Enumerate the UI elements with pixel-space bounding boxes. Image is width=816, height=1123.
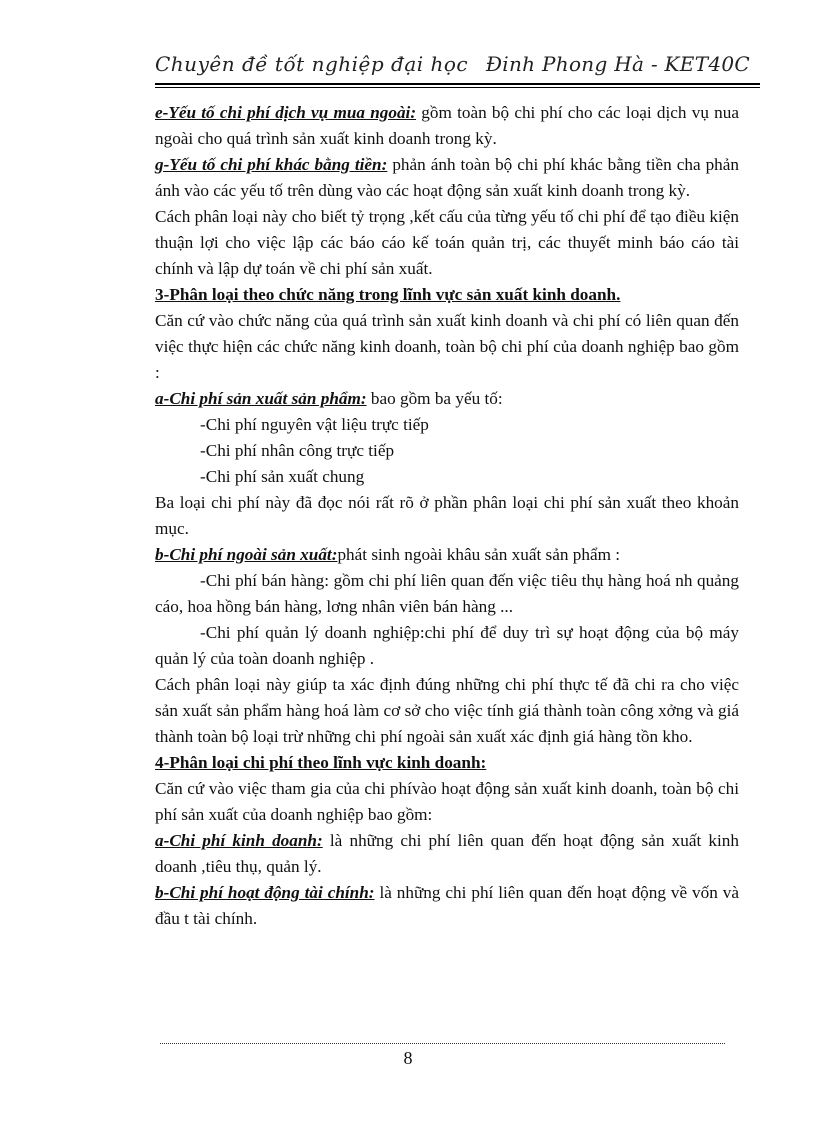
- list-item: -Chi phí nguyên vật liệu trực tiếp: [200, 415, 429, 434]
- paragraph-text: bao gồm ba yếu tố:: [366, 389, 503, 408]
- paragraph-text: phát sinh ngoài khâu sản xuất sản phẩm :: [337, 545, 621, 564]
- header-rule: [155, 83, 760, 85]
- labeled-paragraph: [155, 828, 739, 880]
- list-item: -Chi phí sản xuất chung: [200, 467, 365, 486]
- section-heading: 3-Phân loại theo chức năng trong lĩnh vực sản xuất kinh doanh.: [155, 285, 621, 304]
- paragraph-label: b-Chi phí ngoài sản xuất:: [155, 545, 338, 564]
- labeled-paragraph: [155, 152, 739, 204]
- header-rule-thin: [155, 87, 760, 88]
- paragraph-label: a-Chi phí sản xuất sản phẩm:: [155, 389, 367, 408]
- header-title: Chuyên đề tốt nghiệp đại học: [155, 52, 469, 76]
- list-item: -Chi phí nhân công trực tiếp: [200, 441, 395, 460]
- paragraph-text: là những chi phí liên quan đến hoạt động về vốn và đầu t tài chính.: [155, 883, 739, 928]
- body-paragraph: Cách phân loại này cho biết tỷ trọng ,kết cấu của từng yếu tố chi phí để tạo điều kiện thuận lợi cho việc lập các báo cáo kế toán quản trị, các thuyết minh báo cáo tài chính và lập dự toán về chi phí sản xuất.: [155, 207, 739, 278]
- labeled-paragraph: [155, 386, 739, 412]
- paragraph-label: e-Yếu tố chi phí dịch vụ mua ngoài:: [155, 103, 417, 122]
- body-paragraph: Căn cứ vào chức năng của quá trình sản xuất kinh doanh và chi phí có liên quan đến việc thực hiện các chức năng kinh doanh, toàn bộ chi phí của doanh nghiệp bao gồm :: [155, 311, 739, 382]
- paragraph-label: b-Chi phí hoạt động tài chính:: [155, 883, 375, 902]
- page-number: 8: [403, 1048, 413, 1068]
- document-body: [155, 100, 739, 932]
- page-header: [155, 50, 760, 84]
- paragraph-label: a-Chi phí kinh doanh:: [155, 831, 323, 850]
- body-paragraph: Căn cứ vào việc tham gia của chi phívào hoạt động sản xuất kinh doanh, toàn bộ chi phí sản xuất của doanh nghiệp bao gồm:: [155, 779, 739, 824]
- labeled-paragraph: [155, 542, 739, 568]
- paragraph-text: phản ánh toàn bộ chi phí khác bằng tiền cha phản ánh vào các yếu tố trên dùng vào các hoạt động sản xuất kinh doanh trong kỳ.: [155, 155, 739, 200]
- body-paragraph: Ba loại chi phí này đã đọc nói rất rõ ở phần phân loại chi phí sản xuất theo khoản mục.: [155, 493, 739, 538]
- paragraph-label: g-Yếu tố chi phí khác bằng tiền:: [155, 155, 388, 174]
- labeled-paragraph: [155, 880, 739, 932]
- section-heading: 4-Phân loại chi phí theo lĩnh vực kinh doanh:: [155, 753, 487, 772]
- list-item: -Chi phí bán hàng: gồm chi phí liên quan đến việc tiêu thụ hàng hoá nh quảng cáo, hoa hồng bán hàng, lơng nhân viên bán hàng ...: [155, 571, 739, 616]
- labeled-paragraph: [155, 100, 739, 152]
- body-paragraph: Cách phân loại này giúp ta xác định đúng những chi phí thực tế đã chi ra cho việc sản xuất sản phẩm hàng hoá làm cơ sở cho việc tính giá thành toàn công xởng và giá thành toàn bộ loại trừ những chi phí ngoài sản xuất xác định giá hàng tồn kho.: [155, 675, 739, 746]
- paragraph-text: là những chi phí liên quan đến hoạt động sản xuất kinh doanh ,tiêu thụ, quản lý.: [155, 831, 739, 876]
- paragraph-text: gồm toàn bộ chi phí cho các loại dịch vụ nua ngoài cho quá trình sản xuất kinh doanh trong kỳ.: [155, 103, 739, 148]
- header-author: Đinh Phong Hà - KET40C: [485, 52, 750, 76]
- list-item: -Chi phí quản lý doanh nghiệp:chi phí để duy trì sự hoạt động của bộ máy quản lý của toàn doanh nghiệp .: [155, 623, 739, 668]
- footer-rule: [160, 1043, 725, 1044]
